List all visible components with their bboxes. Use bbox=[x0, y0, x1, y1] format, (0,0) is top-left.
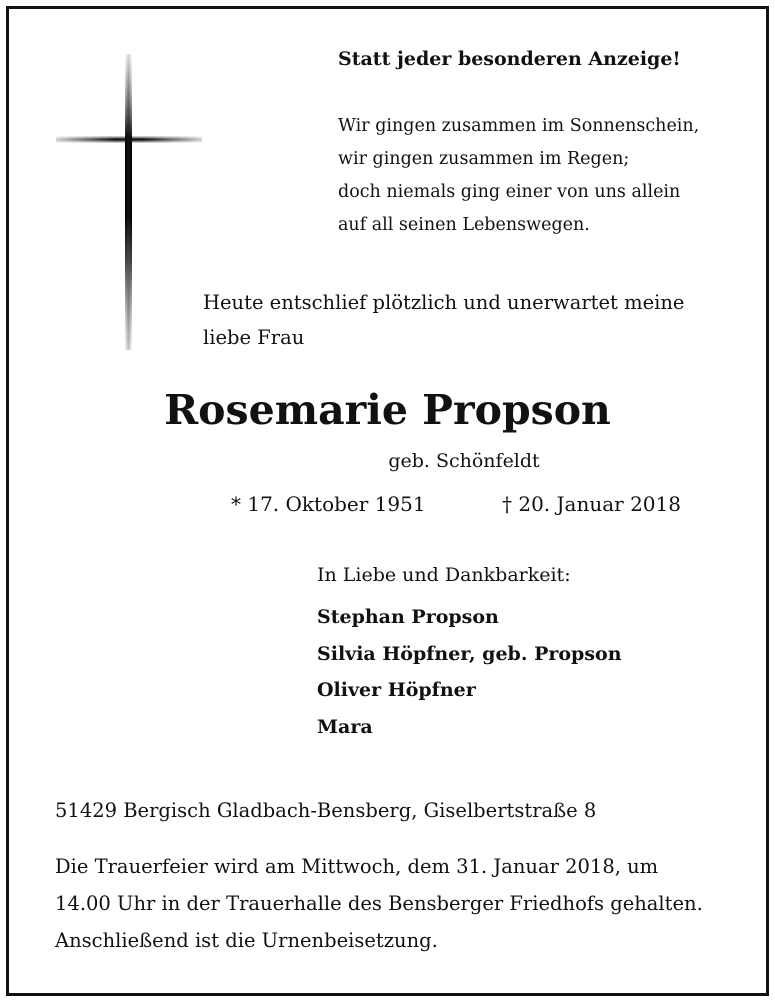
death-date: † 20. Januar 2018 bbox=[502, 492, 681, 516]
funeral-note-line: Anschließend ist die Urnenbeisetzung. bbox=[55, 929, 438, 952]
mourner-name: Silvia Höpfner, geb. Propson bbox=[317, 643, 622, 665]
intro-line: liebe Frau bbox=[203, 326, 305, 349]
cross-horizontal-bar bbox=[56, 136, 202, 143]
poem-line: doch niemals ging einer von uns allein bbox=[338, 182, 681, 202]
thanks-line: In Liebe und Dankbarkeit: bbox=[317, 564, 571, 586]
mourner-name: Mara bbox=[317, 716, 373, 738]
poem-line: auf all seinen Lebenswegen. bbox=[338, 215, 590, 235]
mourner-name: Oliver Höpfner bbox=[317, 679, 476, 701]
maiden-name: geb. Schönfeldt bbox=[388, 450, 540, 472]
funeral-note-line: Die Trauerfeier wird am Mittwoch, dem 31. Januar 2018, um bbox=[55, 855, 659, 878]
address: 51429 Bergisch Gladbach-Bensberg, Giselbertstraße 8 bbox=[55, 799, 597, 822]
mourner-name: Stephan Propson bbox=[317, 606, 499, 628]
birth-date: * 17. Oktober 1951 bbox=[231, 492, 426, 516]
cross-icon bbox=[56, 54, 202, 350]
poem-line: wir gingen zusammen im Regen; bbox=[338, 149, 630, 169]
notice-heading: Statt jeder besonderen Anzeige! bbox=[338, 48, 681, 70]
deceased-name: Rosemarie Propson bbox=[164, 386, 611, 434]
poem-line: Wir gingen zusammen im Sonnenschein, bbox=[338, 116, 700, 136]
cross-vertical-bar bbox=[125, 54, 132, 350]
funeral-note-line: 14.00 Uhr in der Trauerhalle des Bensberger Friedhofs gehalten. bbox=[55, 892, 703, 915]
intro-line: Heute entschlief plötzlich und unerwartet meine bbox=[203, 291, 685, 314]
